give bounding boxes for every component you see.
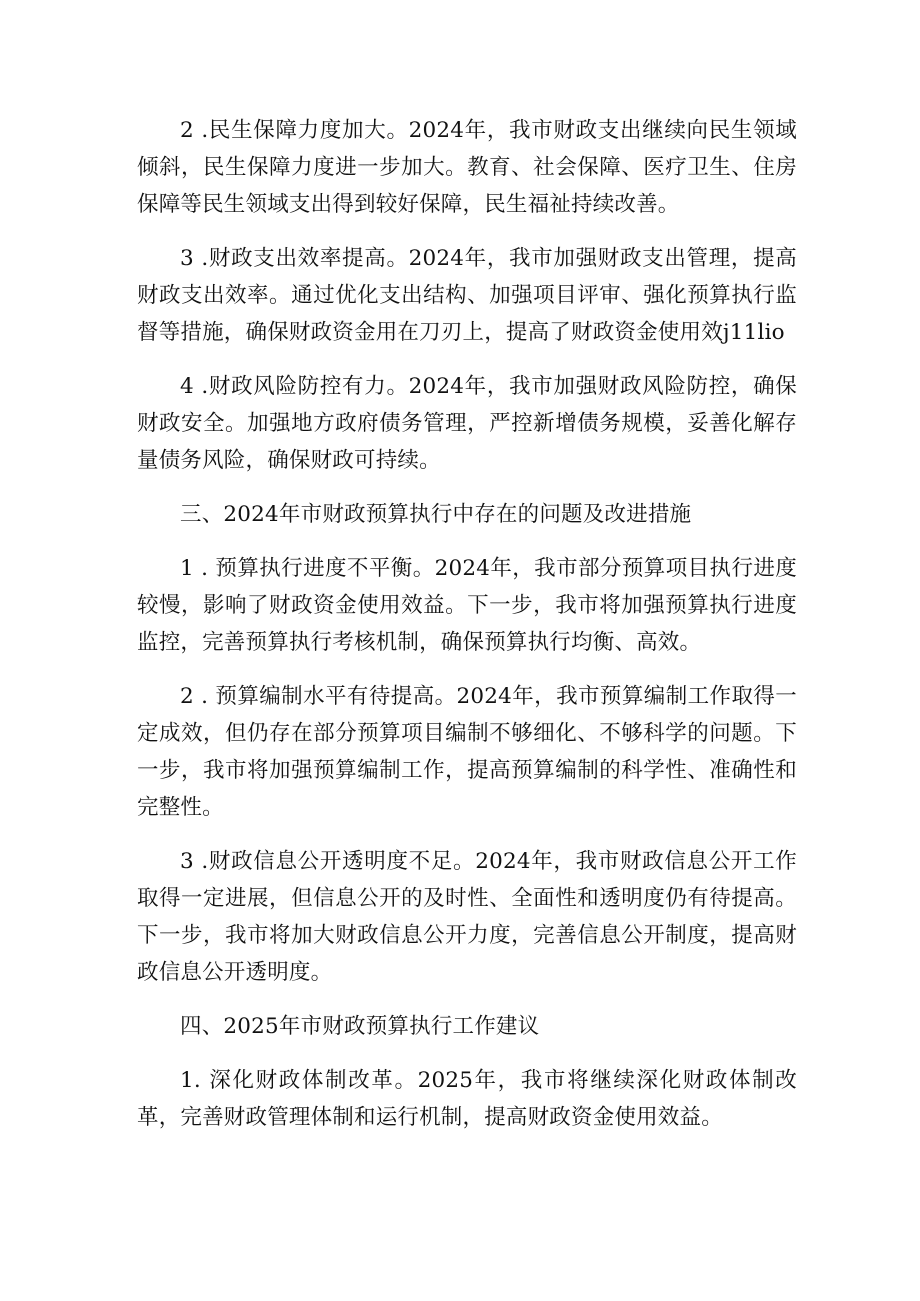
paragraph-execution-progress: 1 . 预算执行进度不平衡。2024年，我市部分预算项目执行进度较慢，影响了财政资金使用效益。下一步，我市将加强预算执行进度监控，完善预算执行考核机制，确保预算执行均衡、高效。 <box>137 556 797 655</box>
document-body <box>137 112 797 1136</box>
paragraph-expenditure-efficiency: 3 .财政支出效率提高。2024年，我市加强财政支出管理，提高财政支出效率。通过优化支出结构、加强项目评审、强化预算执行监督等措施，确保财政资金用在刀刃上，提高了财政资金使用效j11lio <box>137 246 797 345</box>
paragraph-budget-preparation: 2 . 预算编制水平有待提高。2024年，我市预算编制工作取得一定成效，但仍存在部分预算项目编制不够细化、不够科学的问题。下一步，我市将加强预算编制工作，提高预算编制的科学性、准确性和完整性。 <box>137 684 797 820</box>
paragraph-risk-control: 4 .财政风险防控有力。2024年，我市加强财政风险防控，确保财政安全。加强地方政府债务管理，严控新增债务规模，妥善化解存量债务风险，确保财政可持续。 <box>137 374 797 473</box>
paragraph-fiscal-reform: 1. 深化财政体制改革。2025年，我市将继续深化财政体制改革，完善财政管理体制和运行机制，提高财政资金使用效益。 <box>137 1068 797 1130</box>
section-heading-problems: 三、2024年市财政预算执行中存在的问题及改进措施 <box>180 502 692 527</box>
paragraph-information-disclosure: 3 .财政信息公开透明度不足。2024年，我市财政信息公开工作取得一定进展，但信息公开的及时性、全面性和透明度仍有待提高。下一步，我市将加大财政信息公开力度，完善信息公开制度，提高财政信息公开透明度。 <box>137 849 797 985</box>
paragraph-livelihood-security: 2 .民生保障力度加大。2024年，我市财政支出继续向民生领域倾斜，民生保障力度进一步加大。教育、社会保障、医疗卫生、住房保障等民生领域支出得到较好保障，民生福祉持续改善。 <box>137 118 797 217</box>
section-heading-suggestions: 四、2025年市财政预算执行工作建议 <box>180 1014 540 1039</box>
